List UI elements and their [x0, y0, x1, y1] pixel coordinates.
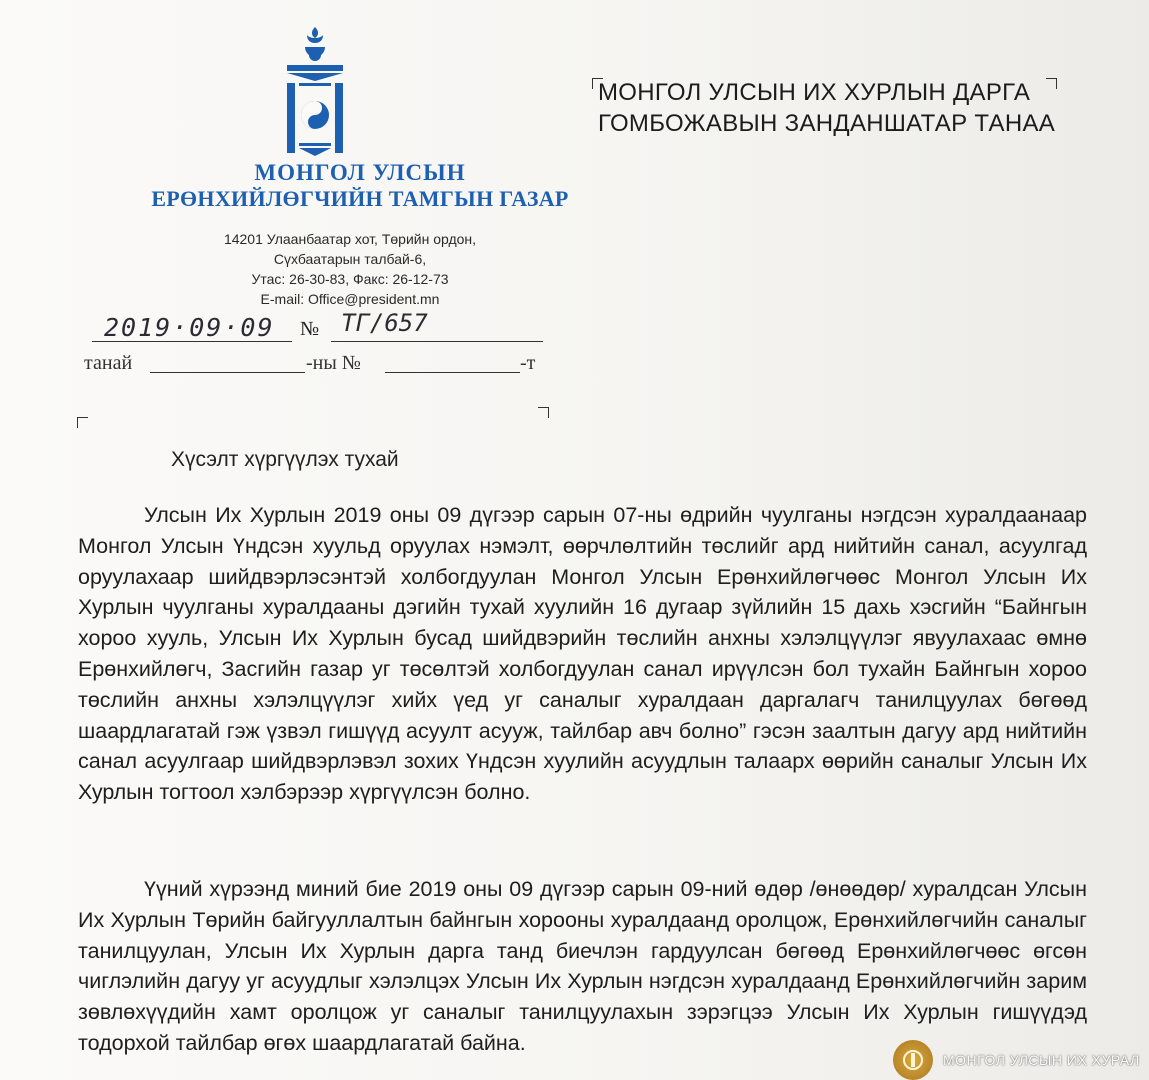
- issuer-name-line1: МОНГОЛ УЛСЫН: [254, 160, 466, 185]
- recipient-line1: МОНГОЛ УЛСЫН ИХ ХУРЛЫН ДАРГА: [598, 79, 1031, 106]
- letter-subject: Хүсэлт хүргүүлэх тухай: [171, 448, 399, 471]
- issuer-name: [150, 160, 570, 212]
- reply-number-underline: [385, 372, 520, 373]
- document-number: ТГ/657: [341, 309, 428, 337]
- body-paragraph-2: [78, 874, 1087, 1059]
- issuer-name-line2: ЕРӨНХИЙЛӨГЧИЙН ТАМГЫН ГАЗАР: [151, 186, 569, 212]
- reply-suffix: -т: [520, 352, 536, 374]
- number-label: №: [300, 318, 320, 340]
- subject-bracket-right: [538, 407, 549, 418]
- reply-date-underline: [150, 372, 305, 373]
- address-line1: 14201 Улаанбаатар хот, Төрийн ордон,: [223, 231, 477, 247]
- recipient-block: [598, 77, 1055, 139]
- document-date: 2019·09·09: [104, 313, 275, 342]
- date-underline: [92, 341, 292, 342]
- number-underline: [331, 341, 543, 342]
- recipient-line2: ГОМБОЖАВЫН ЗАНДАНШАТАР ТАНАА: [598, 110, 1056, 137]
- paragraph-2-text: Үүний хүрээнд миний бие 2019 оны 09 дүгээр сарын 09-ний өдөр /өнөөдөр/ хуралдсан Улсын Их Хурлын Төрийн байгууллалтын байнгын хорооны хуралдаанд оролцож, Ерөнхийлөгчийн саналыг танилцуулан, Улсын Их Хурлын дарга танд биечлэн гардуулсан бөгөөд Ерөнхийлөгчөөс өгсөн чиглэлийн дагуу уг асуудлыг хэлэлцэх Улсын Их Хурлын нэгдсэн хуралдаанд Ерөнхийлөгчийн зарим зөвлөхүүдийн хамт оролцож уг саналыг танилцуулахын зэрэгцээ Улсын Их Хурлын гишүүдэд тодорхой тайлбар өгөх шаардлагатай байна.: [78, 877, 1087, 1055]
- reply-mid: -ны №: [306, 352, 361, 374]
- soyombo-emblem-icon: [283, 25, 347, 160]
- watermark-text: МОНГОЛ УЛСЫН ИХ ХУРАЛ: [943, 1052, 1140, 1068]
- body-paragraph-1: [78, 500, 1087, 808]
- phone-line: Утас: 26-30-83, Факс: 26-12-73: [251, 271, 449, 287]
- state-emblem-icon: [893, 1040, 933, 1080]
- paragraph-1-text: Улсын Их Хурлын 2019 оны 09 дүгээр сарын 07-ны өдрийн чуулганы нэгдсэн хуралдаанаар Монгол Улсын Үндсэн хуульд оруулах нэмэлт, өөрчлөлтийн төслийг ард нийтийн санал, асуулгад оруулахаар шийдвэрлэсэнтэй холбогдуулан Монгол Улсын Ерөнхийлөгчөөс Монгол Улсын Их Хурлын чуулганы хуралдааны дэгийн тухай хуулийн 16 дугаар зүйлийн 15 дахь хэсгийн “Байнгын хороо хууль, Улсын Их Хурлын бусад шийдвэрийн төслийн анхны хэлэлцүүлэг явуулахаас өмнө Ерөнхийлөгч, Засгийн газар уг төсөлтэй холбогдуулан санал ирүүлсэн бол тухайн Байнгын хороо төслийн анхны хэлэлцүүлэг хийх үед уг саналыг хуралдаан даргалагч танилцуулах бөгөөд шаардлагатай гэж үзвэл гишүүд асуулт асууж, тайлбар авч болно” гэсэн заалтын дагуу ард нийтийн санал асуулгаар шийдвэрлэвэл зохих Үндсэн хуулийн асуудлын талаарх өөрийн саналыг Улсын Их Хурлын тогтоол хэлбэрээр хүргүүлсэн болно.: [78, 503, 1087, 805]
- watermark: [893, 1040, 1140, 1080]
- subject-bracket-left: [77, 417, 88, 428]
- issuer-contacts: [160, 229, 540, 309]
- address-line2: Сүхбаатарын талбай-6,: [273, 251, 427, 267]
- reply-prefix: танай: [84, 352, 133, 374]
- email-line: E-mail: Office@president.mn: [260, 291, 440, 307]
